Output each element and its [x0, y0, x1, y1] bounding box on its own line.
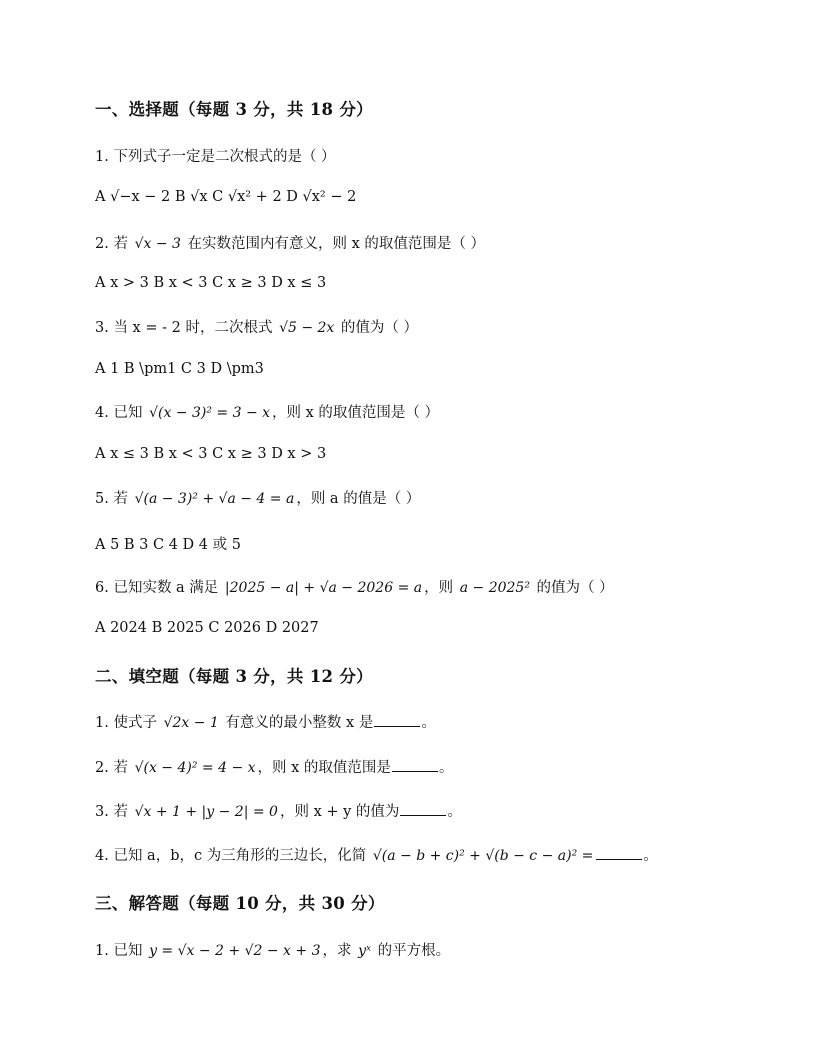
q1-3-pre: 3. 当 x = - 2 时，二次根式	[95, 320, 278, 336]
q2-1-math: √2x − 1	[163, 715, 219, 731]
q2-2-pre: 2. 若	[95, 760, 133, 776]
q2-3-end: 。	[447, 804, 462, 820]
section-1-title: 一、选择题（每题 3 分，共 18 分）	[95, 100, 373, 119]
q2-3-answer-blank	[400, 803, 446, 816]
q2-4-stem	[95, 844, 756, 865]
q2-1-stem	[95, 711, 756, 732]
q1-4-post: ，则 x 的取值范围是（ ）	[272, 405, 440, 421]
q1-4-stem	[95, 401, 756, 422]
q2-1-pre: 1. 使式子	[95, 715, 162, 731]
q1-6-options: A 2024 B 2025 C 2026 D 2027	[95, 620, 319, 636]
q1-4-math: √(x − 3)² = 3 − x	[149, 405, 271, 421]
q2-3-math: √x + 1 + |y − 2| = 0	[134, 804, 278, 820]
q1-4-pre: 4. 已知	[95, 405, 148, 421]
q2-2-stem	[95, 756, 756, 777]
q1-5-math: √(a − 3)² + √a − 4 = a	[134, 491, 295, 507]
q1-3-post: 的值为（ ）	[336, 320, 419, 336]
q2-1-post: 有意义的最小整数 x 是	[220, 715, 374, 731]
q2-2-end: 。	[438, 760, 454, 776]
q1-2-post: 在实数范围内有意义，则 x 的取值范围是（ ）	[182, 236, 486, 252]
q2-2-post: ，则 x 的取值范围是	[257, 760, 391, 776]
q1-6-pre: 6. 已知实数 a 满足	[95, 580, 223, 596]
q1-2-options: A x > 3 B x < 3 C x ≥ 3 D x ≤ 3	[95, 275, 327, 291]
q3-1-stem	[95, 939, 756, 960]
q2-2-math: √(x − 4)² = 4 − x	[134, 760, 256, 776]
q1-5-post: ，则 a 的值是（ ）	[296, 491, 421, 507]
q1-3-options: A 1 B \pm1 C 3 D \pm3	[95, 361, 264, 377]
section-2-title: 二、填空题（每题 3 分，共 12 分）	[95, 667, 373, 686]
q1-5-options: A 5 B 3 C 4 D 4 或 5	[95, 537, 241, 553]
q2-4-end: 。	[643, 848, 658, 864]
q1-2-pre: 2. 若	[95, 236, 133, 252]
q1-1-options: A √−x − 2 B √x C √x² + 2 D √x² − 2	[95, 189, 357, 205]
q1-6-math: |2025 − a| + √a − 2026 = a	[224, 580, 423, 596]
q2-4-math: √(a − b + c)² + √(b − c − a)² =	[372, 848, 594, 864]
q1-4-options: A x ≤ 3 B x < 3 C x ≥ 3 D x > 3	[95, 446, 327, 462]
q3-1-post: 的平方根。	[372, 943, 451, 959]
q1-6-mid: ，则	[424, 580, 458, 596]
q1-5-pre: 5. 若	[95, 491, 133, 507]
q3-1-mid: ，求	[322, 943, 357, 959]
q2-4-pre: 4. 已知 a，b，c 为三角形的三边长，化简	[95, 848, 371, 864]
q3-1-math: y = √x − 2 + √2 − x + 3	[149, 943, 321, 959]
q1-3-math: √5 − 2x	[279, 320, 335, 336]
q2-3-stem	[95, 800, 756, 821]
q2-2-answer-blank	[392, 759, 438, 772]
q1-6-math-2: a − 2025²	[459, 580, 530, 596]
q1-5-stem	[95, 487, 756, 508]
q1-6-stem	[95, 576, 756, 597]
q2-1-end: 。	[421, 715, 436, 731]
q2-4-answer-blank	[596, 847, 642, 860]
q2-3-pre: 3. 若	[95, 804, 133, 820]
q1-2-math: √x − 3	[134, 236, 181, 252]
q2-3-post: ，则 x + y 的值为	[279, 804, 400, 820]
q3-1-pre: 1. 已知	[95, 943, 148, 959]
q1-1-stem: 1. 下列式子一定是二次根式的是（ ）	[95, 149, 336, 165]
q1-6-post: 的值为（ ）	[531, 580, 614, 596]
section-3-title: 三、解答题（每题 10 分，共 30 分）	[95, 894, 385, 913]
q3-1-math-2: yˣ	[358, 943, 371, 959]
q1-3-stem	[95, 316, 756, 337]
q1-2-stem	[95, 232, 756, 253]
q2-1-answer-blank	[374, 714, 420, 727]
